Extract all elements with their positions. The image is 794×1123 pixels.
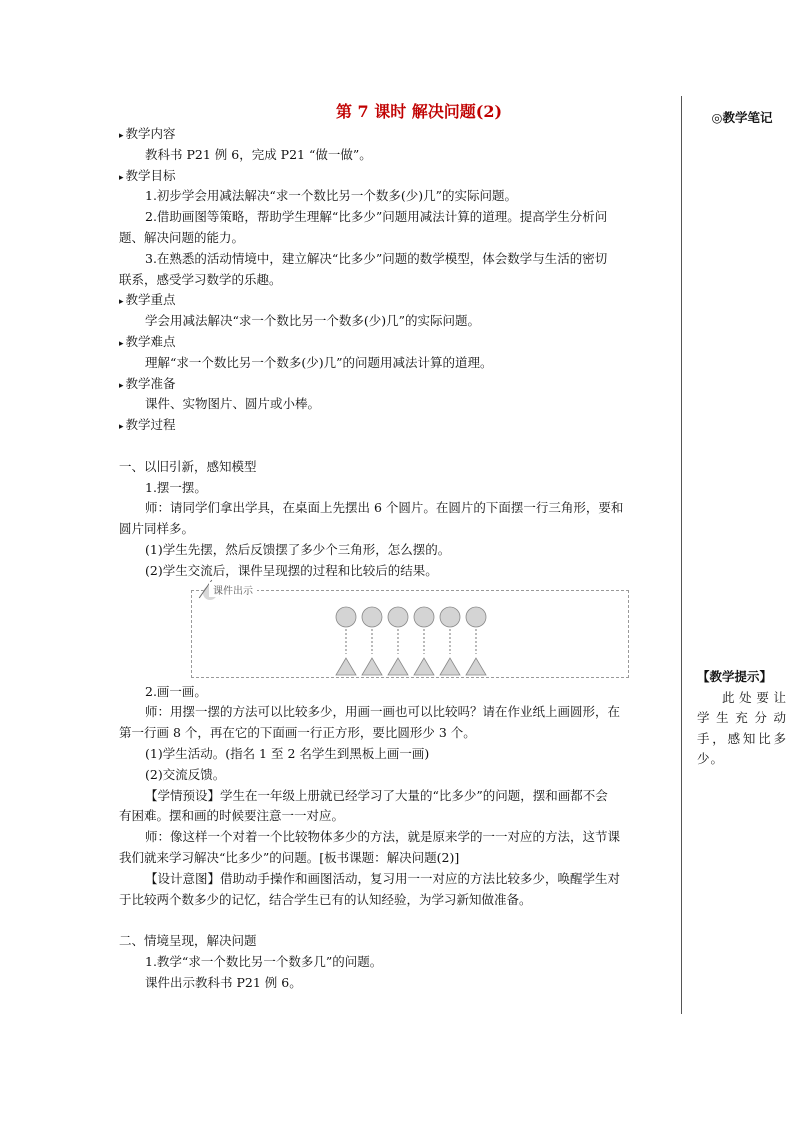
text-line: 学会用减法解决“求一个数比另一个数多(少)几”的实际问题。 [145,313,481,329]
text-line: 2.借助画图等策略，帮助学生理解“比多少”问题用减法计算的道理。提高学生分析问 [145,209,608,225]
teaching-tip-body: 此处要让学生充分动手，感知比多少。 [697,689,787,766]
text-line: 圆片同样多。 [119,521,195,537]
text-line: 1.摆一摆。 [145,479,207,495]
circles-triangles-diagram [119,582,679,682]
lesson-title: 第 7 课时 解决问题(2) [335,102,503,121]
text-line: 我们就来学习解决“比多少”的问题。[板书课题：解决问题(2)] [119,849,460,865]
triangle-shape [388,658,408,675]
circle-shape [414,607,434,627]
text-line: 1.初步学会用减法解决“求一个数比另一个数多(少)几”的实际问题。 [145,188,517,204]
text-line: 理解“求一个数比另一个数多(少)几”的问题用减法计算的道理。 [145,354,493,370]
text-line: 二、情境呈现，解决问题 [119,933,257,949]
text-line: 一、以旧引新，感知模型 [119,458,257,474]
text-line: 【学情预设】学生在一年级上册就已经学习了大量的“比多少”的问题，摆和画都不会 [145,787,608,803]
triangle-shape [362,658,382,675]
circle-shape [440,607,460,627]
margin-divider [681,96,682,1014]
triangle-shape [466,658,486,675]
text-line: 课件出示教科书 P21 例 6。 [145,974,302,990]
text-line: 联系，感受学习数学的乐趣。 [119,271,282,287]
blank-line [119,436,679,457]
text-line: (1)学生先摆，然后反馈摆了多少个三角形，怎么摆的。 [145,541,451,557]
section-heading: ▸ 教学内容 [119,124,679,145]
text-line: 【设计意图】借助动手操作和画图活动，复习用一一对应的方法比较多少，唤醒学生对 [145,870,621,886]
teaching-tip-title: 【教学提示】 [697,669,773,684]
teaching-notes-heading: ◎教学笔记 [711,110,773,125]
section-heading: ▸ 教学重点 [119,290,679,311]
text-line: 于比较两个数多少的记忆，结合学生已有的认知经验，为学习新知做准备。 [119,891,532,907]
text-line: 师：像这样一个对着一个比较物体多少的方法，就是原来学的一一对应的方法，这节课 [145,829,621,845]
text-line: 第一行画 8 个，再在它的下面画一行正方形，要比圆形少 3 个。 [119,725,476,741]
circle-shape [388,607,408,627]
text-line: 有困难。摆和画的时候要注意一一对应。 [119,808,345,824]
lesson-plan-body [119,100,679,993]
triangle-shape [440,658,460,675]
text-line: (2)学生交流后，课件呈现摆的过程和比较后的结果。 [145,562,438,578]
blank-line [119,910,679,931]
text-line: 教科书 P21 例 6，完成 P21 “做一做”。 [145,146,372,162]
text-line: (1)学生活动。(指名 1 至 2 名学生到黑板上画一画) [145,745,430,761]
text-line: 3.在熟悉的活动情境中，建立解决“比多少”问题的数学模型，体会数学与生活的密切 [145,250,608,266]
circle-shape [362,607,382,627]
section-heading: ▸ 教学目标 [119,166,679,187]
section-heading: ▸ 教学准备 [119,374,679,395]
circle-shape [466,607,486,627]
circle-shape [336,607,356,627]
text-line: 师：请同学们拿出学具，在桌面上先摆出 6 个圆片。在圆片的下面摆一行三角形，要和 [145,500,624,516]
triangle-shape [414,658,434,675]
courseware-demo-figure [119,582,679,682]
section-heading: ▸ 教学过程 [119,415,679,436]
text-line: 师：用摆一摆的方法可以比较多少，用画一画也可以比较吗？请在作业纸上画圆形，在 [145,704,621,720]
section-heading: ▸ 教学难点 [119,332,679,353]
teaching-tip [697,667,787,770]
lesson-content [119,124,679,993]
text-line: (2)交流反馈。 [145,766,226,782]
text-line: 1.教学“求一个数比另一个数多几”的问题。 [145,953,383,969]
text-line: 2.画一画。 [145,683,207,699]
demo-label: 课件出示 [209,582,257,597]
triangle-shape [336,658,356,675]
text-line: 题、解决问题的能力。 [119,229,245,245]
text-line: 课件、实物图片、圆片或小棒。 [145,396,321,412]
